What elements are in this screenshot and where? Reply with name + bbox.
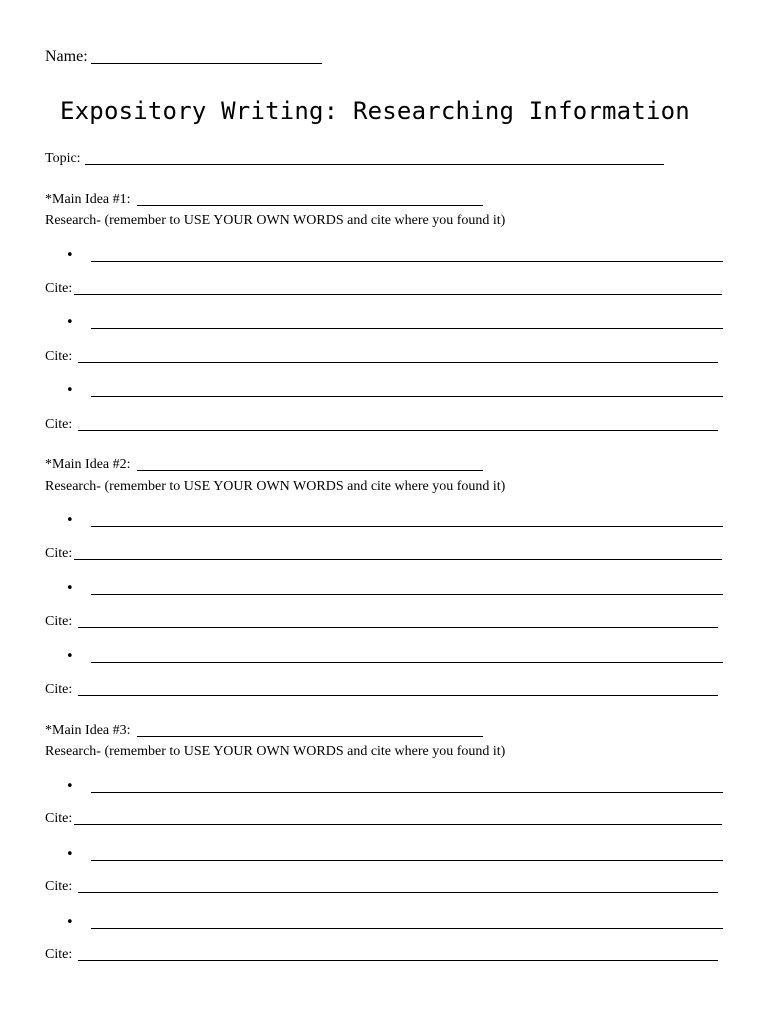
- name-field[interactable]: [91, 63, 322, 64]
- cite-field[interactable]: [78, 627, 718, 628]
- research-line-field[interactable]: [91, 526, 723, 527]
- cite-field[interactable]: [78, 362, 718, 363]
- cite-field[interactable]: [78, 430, 718, 431]
- research-instruction: Research- (remember to USE YOUR OWN WORDS and cite where you found it): [45, 479, 506, 494]
- cite-label: Cite:: [45, 879, 73, 894]
- main-idea-field[interactable]: [137, 470, 483, 471]
- bullet-icon: •: [66, 383, 74, 398]
- cite-label: Cite:: [45, 281, 73, 296]
- cite-field[interactable]: [74, 824, 722, 825]
- research-instruction: Research- (remember to USE YOUR OWN WORDS and cite where you found it): [45, 744, 506, 759]
- bullet-icon: •: [66, 315, 74, 330]
- research-line-field[interactable]: [91, 928, 723, 929]
- main-idea-field[interactable]: [137, 205, 483, 206]
- cite-field[interactable]: [74, 559, 722, 560]
- research-line-field[interactable]: [91, 792, 723, 793]
- research-line-field[interactable]: [91, 396, 723, 397]
- bullet-icon: •: [66, 847, 74, 862]
- research-instruction: Research- (remember to USE YOUR OWN WORDS and cite where you found it): [45, 213, 506, 228]
- main-idea-label: *Main Idea #1:: [45, 192, 131, 207]
- research-line-field[interactable]: [91, 662, 723, 663]
- main-idea-field[interactable]: [137, 736, 483, 737]
- cite-label: Cite:: [45, 349, 73, 364]
- research-line-field[interactable]: [91, 594, 723, 595]
- research-line-field[interactable]: [91, 328, 723, 329]
- cite-field[interactable]: [78, 892, 718, 893]
- cite-label: Cite:: [45, 682, 73, 697]
- cite-field[interactable]: [78, 960, 718, 961]
- main-idea-label: *Main Idea #3:: [45, 723, 131, 738]
- page-title: Expository Writing: Researching Information: [60, 97, 690, 125]
- name-label: Name:: [45, 48, 88, 65]
- main-idea-label: *Main Idea #2:: [45, 457, 131, 472]
- cite-label: Cite:: [45, 947, 73, 962]
- bullet-icon: •: [66, 248, 74, 263]
- cite-label: Cite:: [45, 417, 73, 432]
- bullet-icon: •: [66, 915, 74, 930]
- research-line-field[interactable]: [91, 261, 723, 262]
- bullet-icon: •: [66, 513, 74, 528]
- bullet-icon: •: [66, 649, 74, 664]
- cite-label: Cite:: [45, 811, 73, 826]
- cite-field[interactable]: [74, 294, 722, 295]
- cite-field[interactable]: [78, 695, 718, 696]
- cite-label: Cite:: [45, 546, 73, 561]
- topic-label: Topic:: [45, 151, 81, 166]
- topic-field[interactable]: [85, 164, 664, 165]
- cite-label: Cite:: [45, 614, 73, 629]
- bullet-icon: •: [66, 581, 74, 596]
- research-line-field[interactable]: [91, 860, 723, 861]
- bullet-icon: •: [66, 779, 74, 794]
